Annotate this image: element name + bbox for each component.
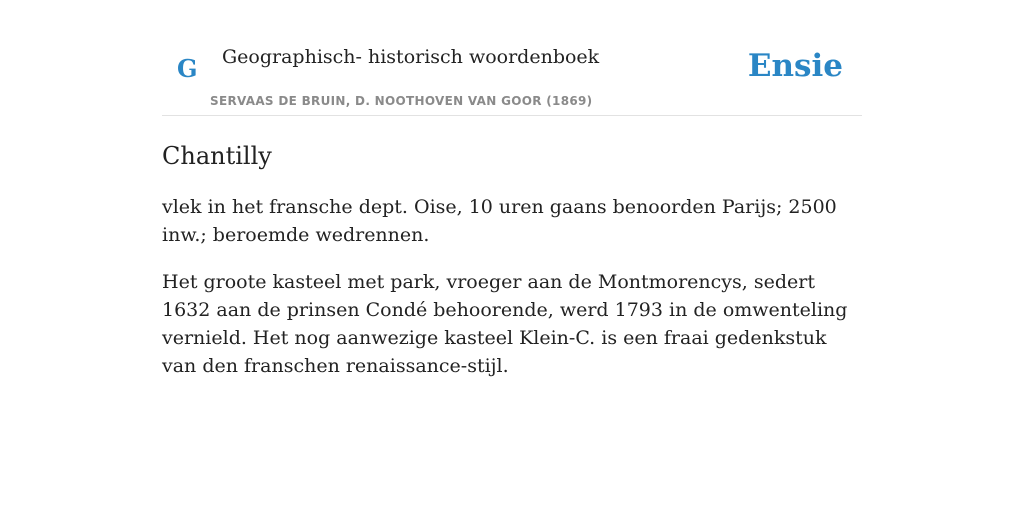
entry-title: Chantilly <box>162 142 272 170</box>
entry-body <box>162 193 862 380</box>
book-header <box>162 0 862 116</box>
ensie-logo-link[interactable]: Ensie <box>747 48 843 84</box>
entry-paragraph: Het groote kasteel met park, vroeger aan de Montmorencys, sedert 1632 aan de prinsen Condé behoorende, werd 1793 in de omwenteling vernield. Het nog aanwezige kasteel Klein-C. is een fraai gedenkstuk van den franschen renaissance-stijl. <box>162 271 848 377</box>
book-title-link[interactable]: Geographisch- historisch woordenboek <box>222 46 600 68</box>
page-container <box>162 0 862 399</box>
book-initial-link[interactable]: G <box>177 54 198 83</box>
book-authors: SERVAAS DE BRUIN, D. NOOTHOVEN VAN GOOR (1869) <box>210 94 593 108</box>
entry-paragraph: vlek in het fransche dept. Oise, 10 uren gaans benoorden Parijs; 2500 inw.; beroemde wedrennen. <box>162 196 837 246</box>
